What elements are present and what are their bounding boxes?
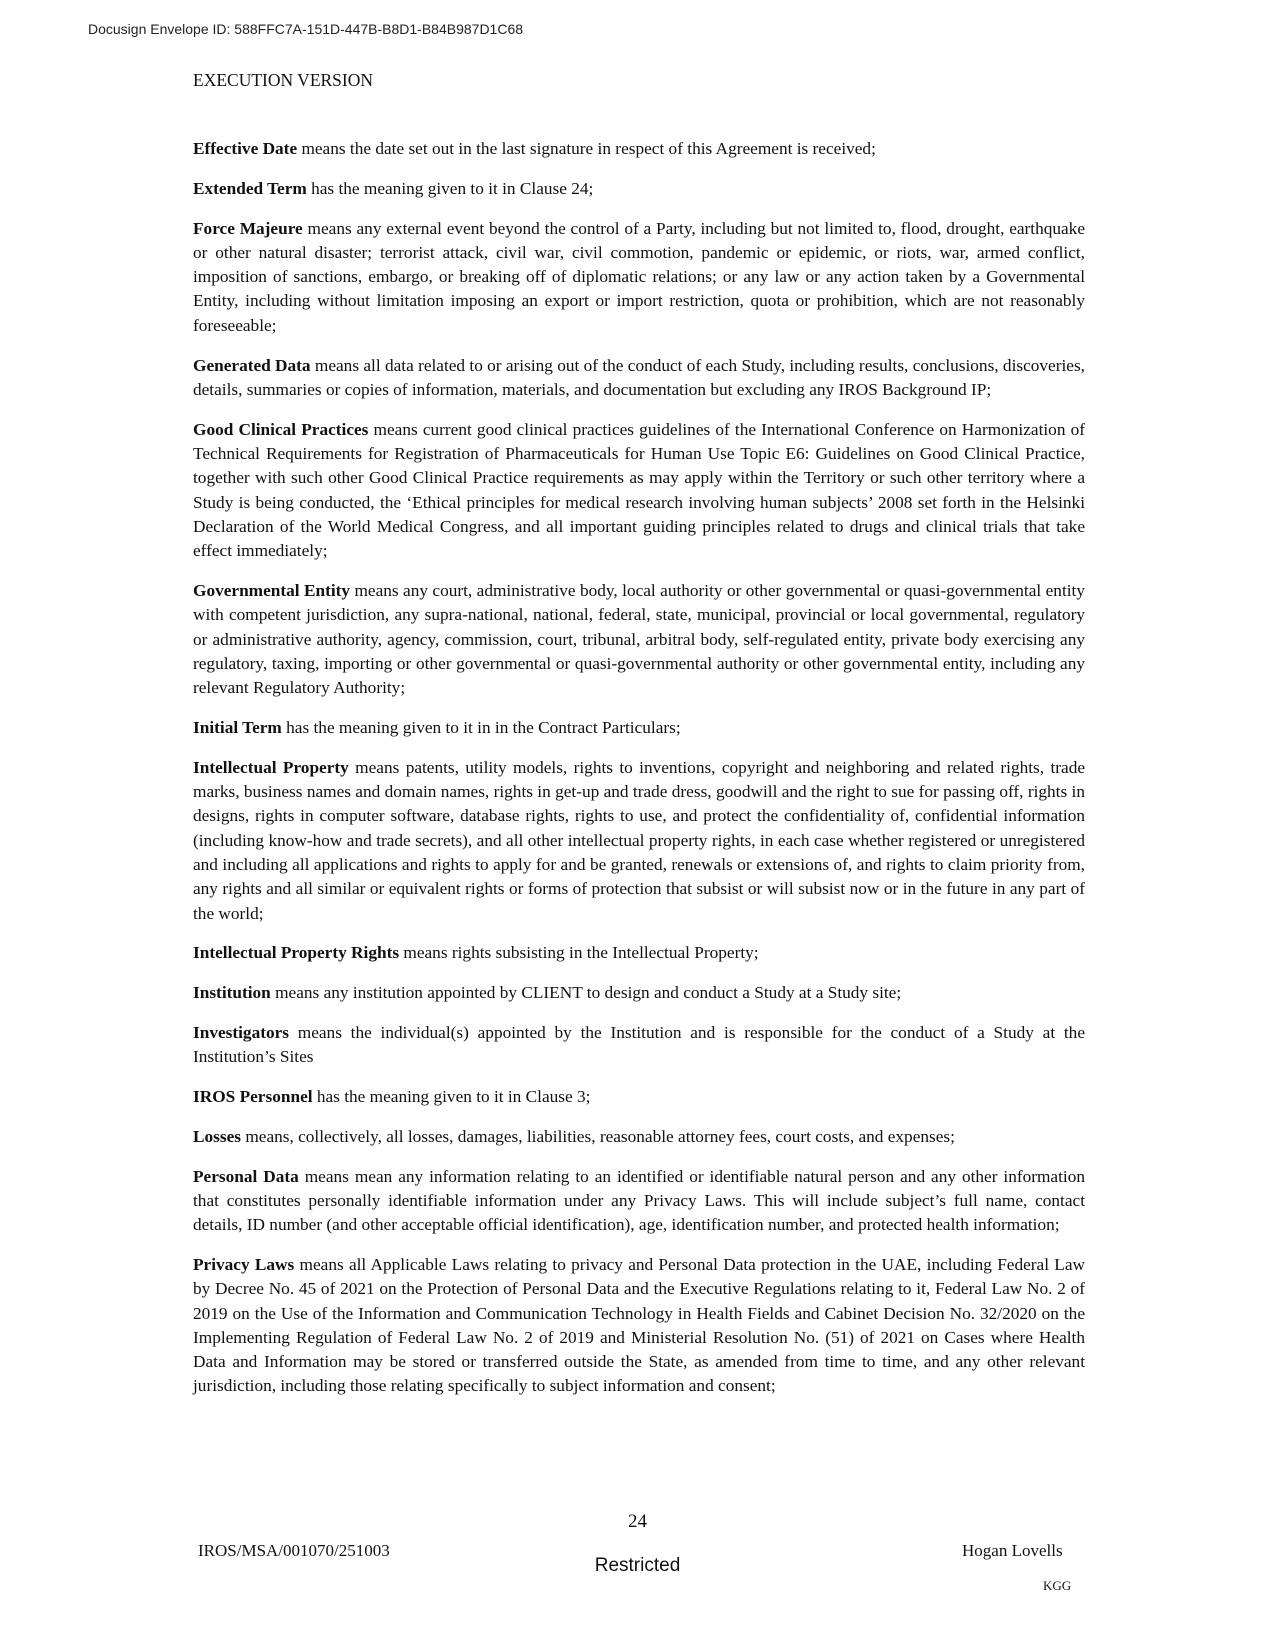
definition-item	[193, 1021, 1085, 1070]
definition-item	[193, 177, 1085, 201]
definition-text: has the meaning given to it in in the Contract Particulars;	[281, 717, 681, 737]
definition-item	[193, 756, 1085, 926]
definition-text: means all Applicable Laws relating to privacy and Personal Data protection in the UAE, including Federal Law by Decree No. 45 of 2021 on the Protection of Personal Data and the Executive Regulations relating to it, Federal Law No. 2 of 2019 on the Use of the Information and Communication Technology in Health Fields and Cabinet Decision No. 32/2020 on the Implementing Regulation of Federal Law No. 2 of 2019 and Ministerial Resolution No. (51) of 2021 on Cases where Health Data and Information may be stored or transferred outside the State, as amended from time to time, and any other relevant jurisdiction, including those relating specifically to subject information and consent;	[193, 1254, 1085, 1396]
definition-text: has the meaning given to it in Clause 24;	[306, 178, 594, 198]
definition-term: Effective Date	[193, 139, 298, 158]
author-code: KGG	[1043, 1578, 1072, 1593]
definition-text: means the date set out in the last signature in respect of this Agreement is received;	[297, 139, 876, 158]
definition-term: IROS Personnel	[193, 1087, 313, 1106]
definition-term: Force Majeure	[193, 218, 303, 238]
definition-item	[193, 579, 1085, 700]
definition-term: Intellectual Property Rights	[193, 943, 400, 963]
definition-text: means, collectively, all losses, damages, liabilities, reasonable attorney fees, court costs, and expenses;	[241, 1126, 955, 1146]
definitions-list	[193, 137, 1085, 1414]
definition-item	[193, 716, 1085, 740]
definition-text: means the individual(s) appointed by the Institution and is responsible for the conduct of a Study at the Institution’s Sites	[193, 1022, 1085, 1067]
definition-term: Governmental Entity	[193, 580, 351, 600]
definition-term: Losses	[193, 1126, 242, 1146]
definition-text: means any external event beyond the control of a Party, including but not limited to, flood, drought, earthquake or other natural disaster; terrorist attack, civil war, civil commotion, pandemic or epidemic, or riots, war, armed conflict, imposition of sanctions, embargo, or breaking off of diplomatic relations; or any law or any action taken by a Governmental Entity, including without limitation imposing an export or import restriction, quota or prohibition, which are not reasonably foreseeable;	[193, 218, 1085, 335]
definition-text: means any institution appointed by CLIENT to design and conduct a Study at a Study site;	[270, 983, 902, 1003]
definition-item	[193, 941, 1085, 965]
definition-text: means mean any information relating to an identified or identifiable natural person and any other information that constitutes personally identifiable information under any Privacy Laws. This will include subject’s full name, contact details, ID number (and other acceptable official identification), age, identification number, and protected health information;	[193, 1166, 1085, 1235]
page-number: 24	[628, 1511, 647, 1532]
definition-item	[193, 981, 1085, 1005]
definition-item	[193, 1125, 1085, 1149]
definition-term: Good Clinical Practices	[193, 419, 369, 439]
definition-item	[193, 354, 1085, 403]
definition-item	[193, 217, 1085, 338]
definition-item	[193, 1085, 1085, 1109]
definition-item	[193, 137, 1085, 161]
definition-term: Investigators	[193, 1022, 290, 1042]
law-firm-name: Hogan Lovells	[962, 1541, 1063, 1560]
definition-item	[193, 1253, 1085, 1399]
definition-term: Institution	[193, 983, 271, 1003]
definition-text: means any court, administrative body, local authority or other governmental or quasi-governmental entity with competent jurisdiction, any supra-national, national, federal, state, municipal, provincial or local governmental, regulatory or administrative authority, agency, commission, court, tribunal, arbitral body, self-regulated entity, private body exercising any regulatory, taxing, importing or other governmental or quasi-governmental authority or other governmental entity, including any relevant Regulatory Authority;	[193, 580, 1085, 698]
envelope-id: Docusign Envelope ID: 588FFC7A-151D-447B-B8D1-B84B987D1C68	[88, 21, 524, 37]
definition-term: Initial Term	[193, 717, 282, 737]
definition-item	[193, 1165, 1085, 1238]
definition-text: means current good clinical practices guidelines of the International Conference on Harmonization of Technical Requirements for Registration of Pharmaceuticals for Human Use Topic E6: Guidelines on Good Clinical Practice, together with such other Good Clinical Practice requirements as may apply within the Territory or such other territory where a Study is being conducted, the ‘Ethical principles for medical research involving human subjects’ 2008 set forth in the Helsinki Declaration of the World Medical Congress, and all important guiding principles related to drugs and clinical trials that take effect immediately;	[193, 419, 1085, 561]
definition-term: Privacy Laws	[193, 1254, 295, 1274]
definition-text: means all data related to or arising out of the conduct of each Study, including results, conclusions, discoveries, details, summaries or copies of information, materials, and documentation but excluding any IROS Background IP;	[193, 355, 1085, 399]
definition-term: Generated Data	[193, 355, 311, 375]
definition-text: means patents, utility models, rights to inventions, copyright and neighboring and related rights, trade marks, business names and domain names, rights in get-up and trade dress, goodwill and the right to sue for passing off, rights in designs, rights in computer software, database rights, rights to use, and protect the confidentiality of, confidential information (including know-how and trade secrets), and all other intellectual property rights, in each case whether registered or unregistered and including all applications and rights to apply for and be granted, renewals or extensions of, and rights to claim priority from, any rights and all similar or equivalent rights or forms of protection that subsist or will subsist now or in the future in any part of the world;	[193, 757, 1086, 923]
definition-term: Extended Term	[193, 178, 307, 198]
document-reference: IROS/MSA/001070/251003	[198, 1541, 390, 1560]
definition-text: has the meaning given to it in Clause 3;	[312, 1087, 591, 1106]
definition-term: Intellectual Property	[193, 757, 349, 777]
definition-text: means rights subsisting in the Intellectual Property;	[399, 943, 759, 963]
classification-label: Restricted	[594, 1555, 681, 1576]
definition-item	[193, 418, 1085, 564]
definition-term: Personal Data	[193, 1166, 299, 1186]
version-label: EXECUTION VERSION	[193, 70, 374, 90]
